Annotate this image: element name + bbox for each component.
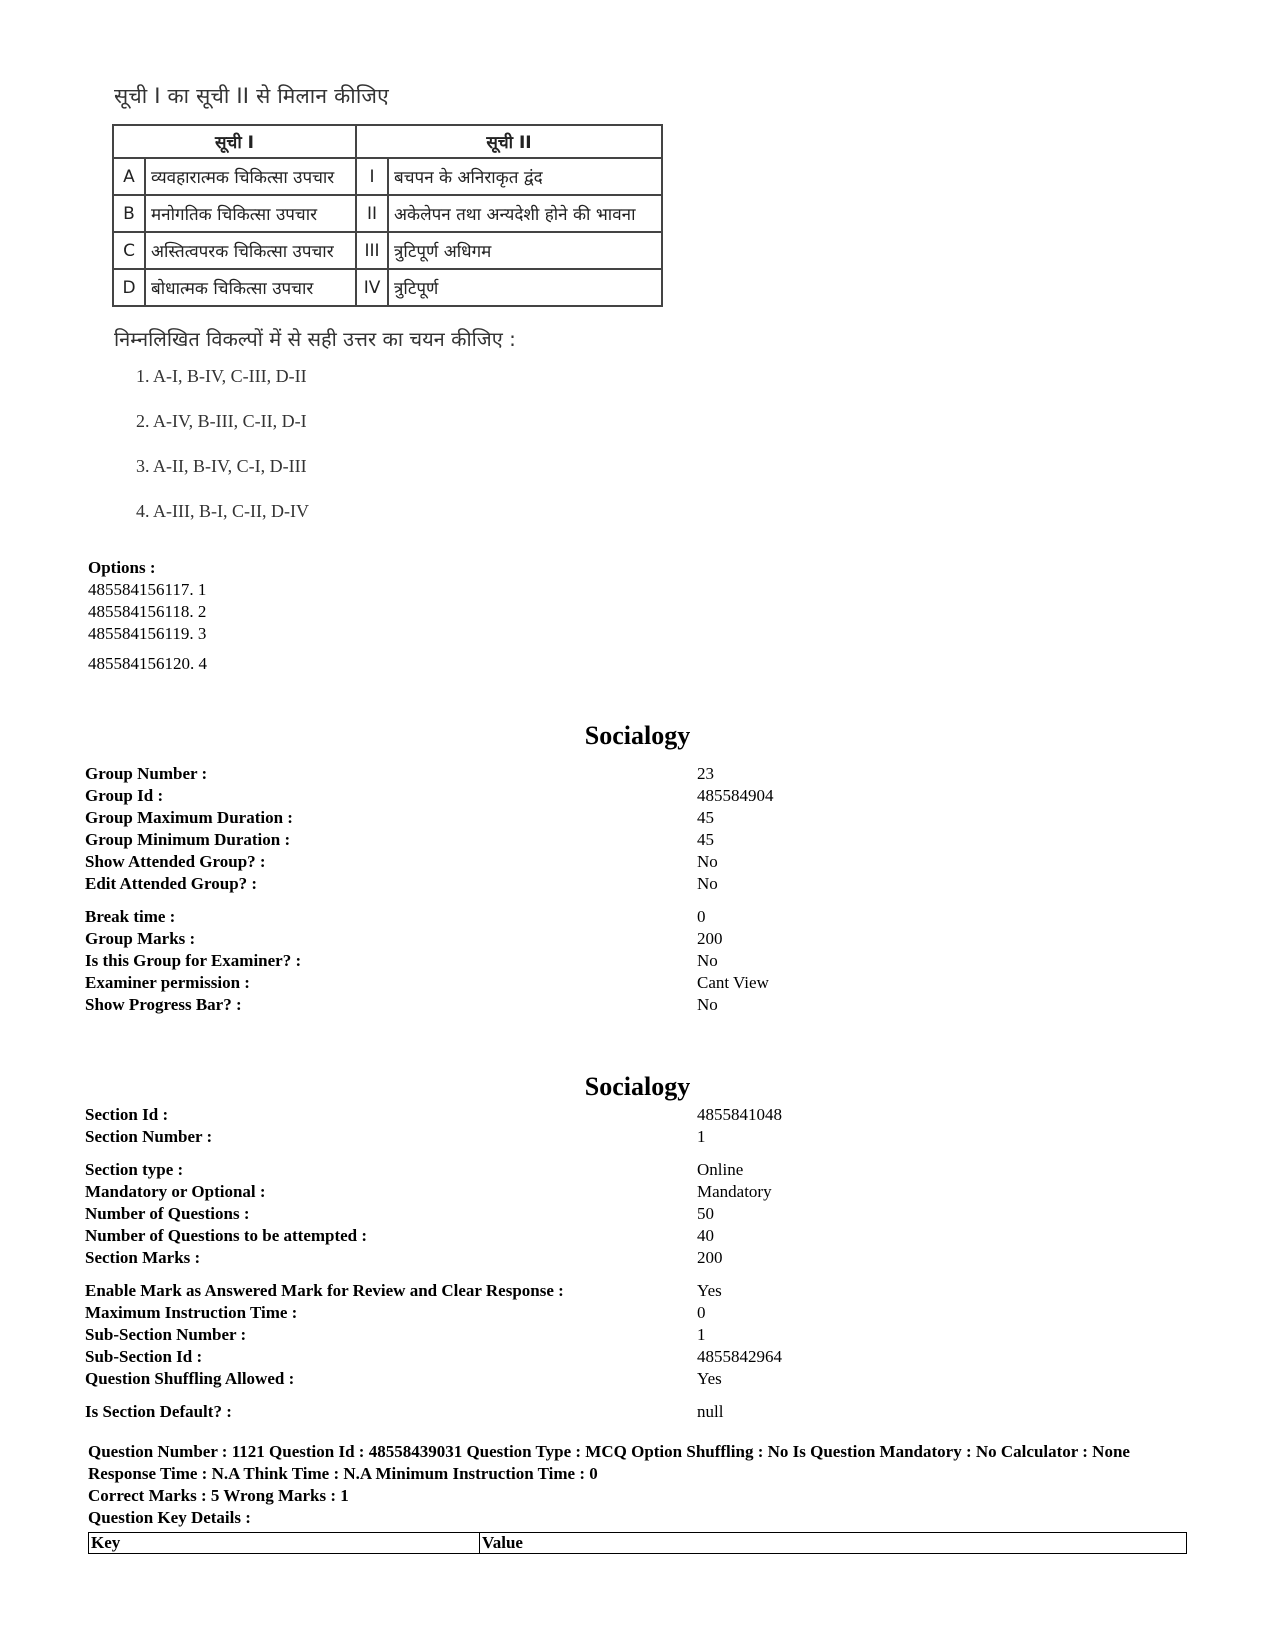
row-roman: III: [356, 232, 388, 269]
row-value: null: [697, 1402, 724, 1421]
options-block: [88, 557, 207, 675]
options-label: Options :: [88, 558, 156, 577]
section-row: [85, 1346, 1185, 1368]
section-row: [85, 1324, 1185, 1346]
row-key: Show Attended Group? :: [85, 852, 266, 871]
row-value: 0: [697, 907, 706, 926]
option-item: 485584156118. 2: [88, 602, 207, 621]
row-value: 1: [697, 1127, 706, 1146]
row-match: अकेलेपन तथा अन्यदेशी होने की भावना: [388, 195, 662, 232]
option-item: 485584156120. 4: [88, 654, 207, 673]
row-key: Section type :: [85, 1160, 184, 1179]
group-row: [85, 994, 1185, 1016]
row-key: Is Section Default? :: [85, 1402, 232, 1421]
row-key: Enable Mark as Answered Mark for Review and Clear Response :: [85, 1281, 564, 1300]
group-row: [85, 785, 1185, 807]
question-info-line: Question Number : 1121 Question Id : 48558439031 Question Type : MCQ Option Shuffling : No Is Question Mandatory : No Calculator : None: [88, 1442, 1130, 1461]
list-1-header: सूची I: [113, 125, 356, 158]
row-value: No: [697, 995, 718, 1014]
row-value: 40: [697, 1226, 714, 1245]
row-key: Edit Attended Group? :: [85, 874, 258, 893]
choice-item: 1. A-I, B-IV, C-III, D-II: [136, 366, 307, 386]
section-row: [85, 1225, 1185, 1247]
row-match: त्रुटिपूर्ण अधिगम: [388, 232, 662, 269]
group-title: Socialogy: [584, 721, 691, 750]
row-value: Cant View: [697, 973, 769, 992]
section-row: [85, 1104, 1185, 1126]
question-key-table: [88, 1532, 1187, 1554]
row-key: Group Minimum Duration :: [85, 830, 291, 849]
section-row: [85, 1126, 1185, 1148]
question-choices: [136, 366, 672, 546]
row-roman: II: [356, 195, 388, 232]
row-value: 200: [697, 1248, 723, 1267]
group-row: [85, 928, 1185, 950]
row-letter: B: [113, 195, 145, 232]
match-row: [113, 158, 662, 195]
row-value: No: [697, 874, 718, 893]
row-letter: D: [113, 269, 145, 306]
row-key: Group Number :: [85, 764, 208, 783]
match-row: [113, 195, 662, 232]
section-title: Socialogy: [584, 1072, 691, 1101]
option-item: 485584156117. 1: [88, 580, 207, 599]
row-match: त्रुटिपूर्ण: [388, 269, 662, 306]
row-item: व्यवहारात्मक चिकित्सा उपचार: [145, 158, 356, 195]
group-details: [85, 763, 1185, 1016]
row-item: बोधात्मक चिकित्सा उपचार: [145, 269, 356, 306]
row-value: 50: [697, 1204, 714, 1223]
section-row: [85, 1203, 1185, 1225]
row-key: Sub-Section Id :: [85, 1347, 203, 1366]
row-key: Group Id :: [85, 786, 164, 805]
row-value: Online: [697, 1160, 744, 1179]
row-key: Break time :: [85, 907, 176, 926]
question-info-line: Question Key Details :: [88, 1508, 251, 1527]
row-value: Mandatory: [697, 1182, 772, 1201]
row-key: Is this Group for Examiner? :: [85, 951, 302, 970]
section-row: [85, 1280, 1185, 1302]
question-info-line: Response Time : N.A Think Time : N.A Minimum Instruction Time : 0: [88, 1464, 598, 1483]
row-value: Yes: [697, 1281, 722, 1300]
row-value: 45: [697, 808, 714, 827]
option-item: 485584156119. 3: [88, 624, 207, 643]
question-image: [112, 82, 672, 546]
row-item: मनोगतिक चिकित्सा उपचार: [145, 195, 356, 232]
section-row: [85, 1401, 1185, 1423]
group-row: [85, 873, 1185, 895]
row-value: No: [697, 852, 718, 871]
section-row: [85, 1159, 1185, 1181]
group-row: [85, 972, 1185, 994]
row-value: 485584904: [697, 786, 774, 805]
value-header: Value: [480, 1533, 1187, 1554]
group-row: [85, 763, 1185, 785]
choice-item: 3. A-II, B-IV, C-I, D-III: [136, 456, 307, 476]
row-key: Question Shuffling Allowed :: [85, 1369, 295, 1388]
section-details: [85, 1104, 1185, 1423]
row-key: Mandatory or Optional :: [85, 1182, 266, 1201]
group-row: [85, 807, 1185, 829]
row-letter: A: [113, 158, 145, 195]
row-roman: IV: [356, 269, 388, 306]
row-value: 200: [697, 929, 723, 948]
row-key: Maximum Instruction Time :: [85, 1303, 298, 1322]
row-value: 4855841048: [697, 1105, 782, 1124]
question-heading: सूची I का सूची II से मिलान कीजिए: [114, 84, 389, 108]
row-key: Section Number :: [85, 1127, 213, 1146]
section-row: [85, 1368, 1185, 1390]
group-row: [85, 950, 1185, 972]
row-value: 4855842964: [697, 1347, 782, 1366]
question-info: [88, 1441, 1130, 1529]
section-row: [85, 1247, 1185, 1269]
choice-item: 2. A-IV, B-III, C-II, D-I: [136, 411, 307, 431]
list-2-header: सूची II: [356, 125, 662, 158]
key-table-header: [89, 1533, 1187, 1554]
row-value: 45: [697, 830, 714, 849]
row-key: Number of Questions to be attempted :: [85, 1226, 368, 1245]
key-header: Key: [89, 1533, 480, 1554]
row-value: 0: [697, 1303, 706, 1322]
match-table: [112, 124, 663, 307]
row-key: Sub-Section Number :: [85, 1325, 247, 1344]
row-roman: I: [356, 158, 388, 195]
row-key: Number of Questions :: [85, 1204, 250, 1223]
choice-item: 4. A-III, B-I, C-II, D-IV: [136, 501, 309, 521]
match-row: [113, 232, 662, 269]
row-value: 23: [697, 764, 714, 783]
row-match: बचपन के अनिराकृत द्वंद: [388, 158, 662, 195]
row-key: Section Id :: [85, 1105, 169, 1124]
row-key: Section Marks :: [85, 1248, 201, 1267]
row-key: Examiner permission :: [85, 973, 250, 992]
question-instruction: निम्नलिखित विकल्पों में से सही उत्तर का चयन कीजिए :: [114, 327, 516, 351]
section-row: [85, 1302, 1185, 1324]
row-key: Group Marks :: [85, 929, 196, 948]
row-letter: C: [113, 232, 145, 269]
row-value: Yes: [697, 1369, 722, 1388]
group-row: [85, 906, 1185, 928]
match-table-header: [113, 125, 662, 158]
row-key: Group Maximum Duration :: [85, 808, 293, 827]
group-row: [85, 829, 1185, 851]
row-item: अस्तित्वपरक चिकित्सा उपचार: [145, 232, 356, 269]
row-value: No: [697, 951, 718, 970]
section-row: [85, 1181, 1185, 1203]
match-row: [113, 269, 662, 306]
group-row: [85, 851, 1185, 873]
question-info-line: Correct Marks : 5 Wrong Marks : 1: [88, 1486, 349, 1505]
row-value: 1: [697, 1325, 706, 1344]
row-key: Show Progress Bar? :: [85, 995, 242, 1014]
